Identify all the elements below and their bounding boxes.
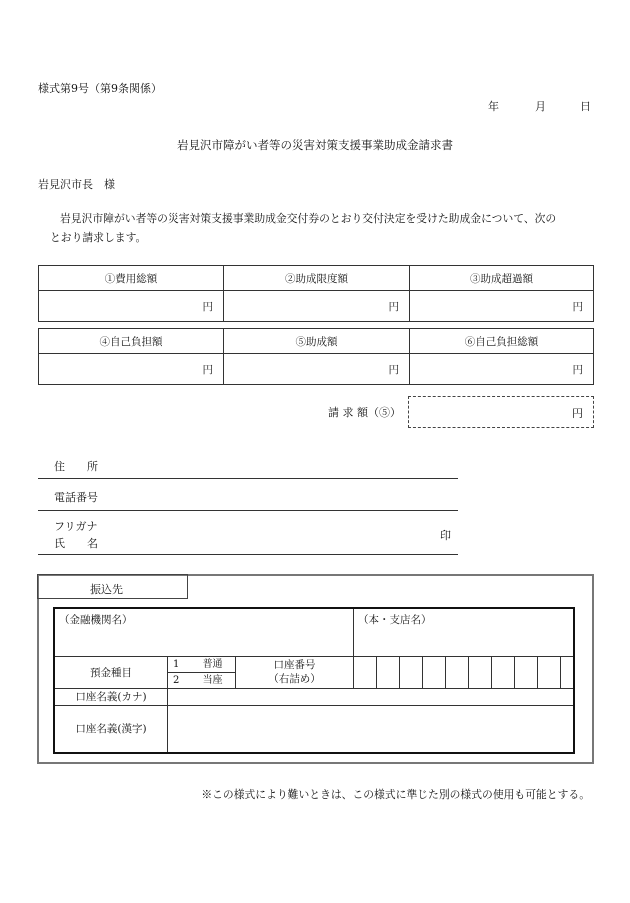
kanji-name-label: 口座名義(漢字) (54, 705, 168, 753)
name-label: 氏 名 (54, 537, 98, 550)
yen-unit: 円 (572, 407, 583, 420)
account-digit-9[interactable] (538, 656, 561, 688)
address-label: 住 所 (54, 460, 98, 473)
account-digit-10[interactable] (561, 656, 575, 688)
request-amount-field[interactable] (408, 396, 594, 428)
bank-name-field[interactable] (54, 608, 354, 656)
address-line[interactable] (38, 478, 458, 479)
option-regular[interactable] (168, 657, 235, 673)
deposit-type-label: 預金種目 (54, 656, 168, 688)
footnote: ※この様式により難いときは、この様式に準じた別の様式の使用も可能とする。 (201, 788, 590, 801)
date-month-label: 月 (535, 100, 546, 113)
name-line[interactable] (38, 554, 458, 555)
amount-table-2 (38, 328, 594, 385)
furigana-label: フリガナ (54, 520, 98, 533)
request-amount-label: 請 求 額（⑤） (328, 406, 401, 419)
total-cost-field[interactable] (39, 291, 224, 322)
kana-name-field[interactable] (168, 688, 575, 705)
self-burden-field[interactable] (39, 354, 224, 385)
form-number: 様式第9号（第9条関係） (38, 82, 162, 95)
yen-unit: 円 (572, 300, 583, 313)
account-digit-4[interactable] (423, 656, 446, 688)
subsidy-amount-field[interactable] (224, 354, 410, 385)
option-regular-label: 普通 (202, 658, 223, 670)
option-current-label: 当座 (202, 674, 223, 686)
transfer-label-box (37, 574, 188, 599)
option-current[interactable] (168, 673, 235, 688)
yen-unit: 円 (202, 300, 213, 313)
body-text-line2: とおり請求します。 (50, 231, 147, 244)
total-self-burden-field[interactable] (410, 354, 594, 385)
account-digit-6[interactable] (469, 656, 492, 688)
total-cost-header: ①費用総額 (39, 266, 224, 291)
account-digit-7[interactable] (492, 656, 515, 688)
account-digit-2[interactable] (377, 656, 400, 688)
yen-unit: 円 (572, 363, 583, 376)
subsidy-limit-header: ②助成限度額 (224, 266, 410, 291)
subsidy-excess-header: ③助成超過額 (410, 266, 594, 291)
kanji-name-field[interactable] (168, 705, 575, 753)
amount-table-1 (38, 265, 594, 322)
account-number-text: 口座番号 (273, 659, 316, 671)
bank-table (53, 607, 575, 754)
subsidy-limit-field[interactable] (224, 291, 410, 322)
deposit-type-options[interactable] (168, 656, 236, 688)
kana-name-label: 口座名義(カナ) (54, 688, 168, 705)
account-number-note: （右詰め） (268, 673, 321, 685)
date-day-label: 日 (580, 100, 591, 113)
account-digit-8[interactable] (515, 656, 538, 688)
transfer-label: 振込先 (90, 583, 123, 596)
document-title: 岩見沢市障がい者等の災害対策支援事業助成金請求書 (177, 138, 453, 152)
yen-unit: 円 (388, 300, 399, 313)
date-year-label: 年 (488, 100, 499, 113)
seal-mark: 印 (440, 529, 451, 542)
account-number-label (236, 656, 354, 688)
body-text-line1: 岩見沢市障がい者等の災害対策支援事業助成金交付券のとおり交付決定を受けた助成金について、次の (60, 212, 557, 225)
branch-name-label: （本・支店名） (358, 614, 432, 626)
account-digit-3[interactable] (400, 656, 423, 688)
account-digit-1[interactable] (354, 656, 377, 688)
subsidy-excess-field[interactable] (410, 291, 594, 322)
yen-unit: 円 (388, 363, 399, 376)
option-regular-number: 1 (173, 658, 180, 670)
addressee: 岩見沢市長 様 (38, 178, 115, 191)
subsidy-amount-header: ⑤助成額 (224, 329, 410, 354)
phone-label: 電話番号 (54, 491, 98, 504)
phone-line[interactable] (38, 510, 458, 511)
self-burden-header: ④自己負担額 (39, 329, 224, 354)
branch-name-field[interactable] (354, 608, 575, 656)
account-digit-5[interactable] (446, 656, 469, 688)
total-self-burden-header: ⑥自己負担総額 (410, 329, 594, 354)
option-current-number: 2 (173, 674, 180, 686)
bank-name-label: （金融機関名） (59, 614, 133, 626)
yen-unit: 円 (202, 363, 213, 376)
